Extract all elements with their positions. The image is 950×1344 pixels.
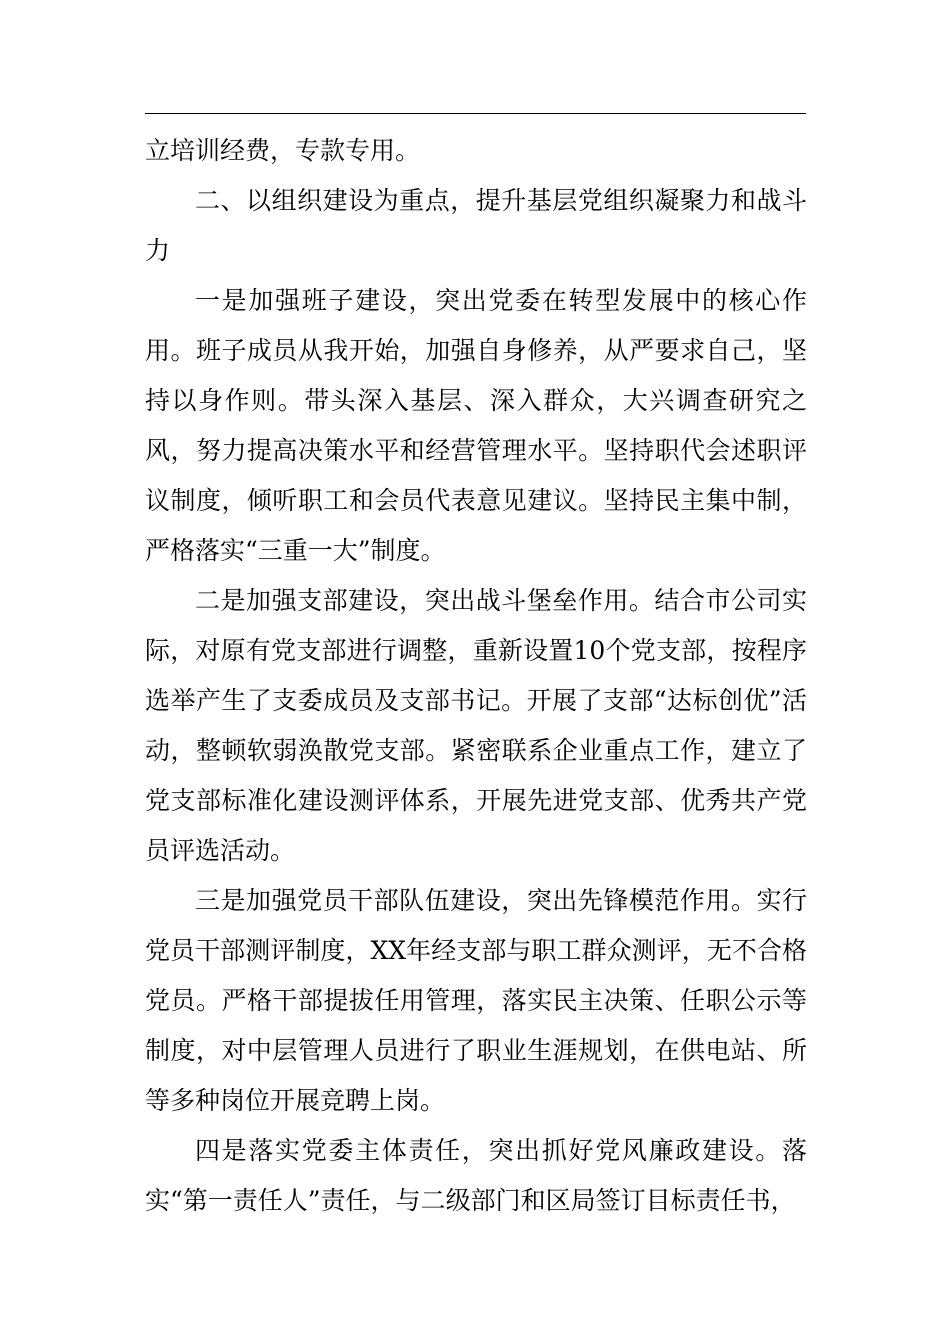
paragraph-leadership: 一是加强班子建设，突出党委在转型发展中的核心作用。班子成员从我开始，加强自身修养，从严要求自己，坚持以身作则。带头深入基层、深入群众，大兴调查研究之风，努力提高决策水平和经营管理水平。坚持职代会述职评议制度，倾听职工和会员代表意见建议。坚持民主集中制，严格落实“三重一大”制度。 [145, 286, 807, 565]
document-body [145, 126, 807, 1226]
paragraph-branch: 二是加强支部建设，突出战斗堡垒作用。结合市公司实际，对原有党支部进行调整，重新设置10个党支部，按程序选举产生了支委成员及支部书记。开展了支部“达标创优”活动，整顿软弱涣散党支部。紧密联系企业重点工作，建立了党支部标准化建设测评体系，开展先进党支部、优秀共产党员评选活动。 [145, 586, 807, 865]
header-rule [145, 113, 806, 114]
section-heading: 二、以组织建设为重点，提升基层党组织凝聚力和战斗力 [145, 186, 807, 265]
paragraph-responsibility: 四是落实党委主体责任，突出抓好党风廉政建设。落实“第一责任人”责任，与二级部门和区局签订目标责任书， [145, 1136, 807, 1215]
paragraph-cadre: 三是加强党员干部队伍建设，突出先锋模范作用。实行党员干部测评制度，XX年经支部与职工群众测评，无不合格党员。严格干部提拔任用管理，落实民主决策、任职公示等制度，对中层管理人员进行了职业生涯规划，在供电站、所等多种岗位开展竞聘上岗。 [145, 886, 807, 1115]
paragraph-continuation: 立培训经费，专款专用。 [145, 136, 421, 165]
